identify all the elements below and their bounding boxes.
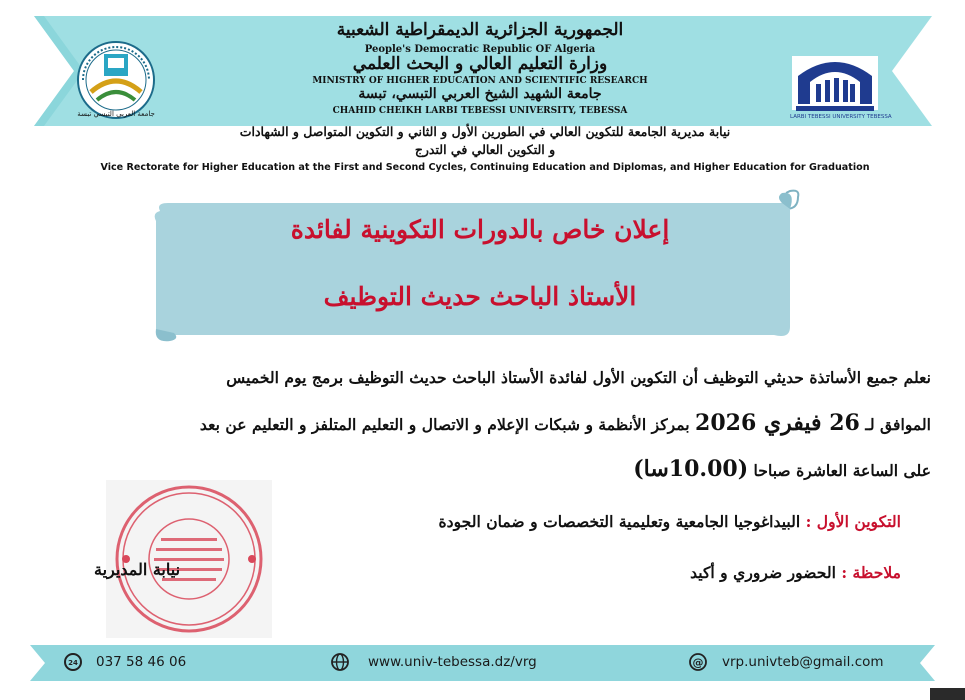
- announcement-title-line2: الأستاذ الباحث حديث التوظيف: [323, 282, 637, 311]
- body-line-2-start: الموافق لـ: [865, 415, 931, 434]
- signature-vice-directorate: نيابة المديرية: [94, 560, 181, 579]
- footer-website[interactable]: www.univ-tebessa.dz/vrg: [368, 654, 537, 670]
- note-label: ملاحظة :: [841, 563, 901, 582]
- vice-rectorate-en: Vice Rectorate for Higher Education at the First and Second Cycles, Continuing Education and Diplomas, and Higher Education for Graduation: [100, 162, 870, 173]
- svg-text:24: 24: [68, 659, 78, 667]
- vice-rectorate-ar-line1: نيابة مديرية الجامعة للتكوين العالي في الطورين الأول و الثاني و التكوين المتواصل و الشهادات: [239, 124, 731, 139]
- university-ar: جامعة الشهيد الشيخ العربي التبسي، تبسة: [358, 86, 602, 102]
- training-line: [438, 512, 901, 531]
- body-line-3-start: على الساعة العاشرة صباحا: [753, 461, 931, 480]
- university-logo-left: [73, 40, 159, 124]
- note-line: [690, 563, 901, 582]
- training-value: البيداغوجيا الجامعية وتعليمية التخصصات و ضمان الجودة: [438, 512, 801, 531]
- university-en: CHAHID CHEIKH LARBI TEBESSI UNIVERSITY, TEBESSA: [332, 106, 628, 116]
- globe-icon: [330, 652, 350, 672]
- footer-email[interactable]: vrp.univteb@gmail.com: [722, 654, 884, 670]
- svg-text:@: @: [692, 656, 704, 669]
- left-logo-caption: جامعة العربي التبسي تبسة: [77, 110, 155, 118]
- body-line-3: [633, 456, 931, 482]
- training-label: التكوين الأول :: [805, 512, 901, 531]
- republic-en: People's Democratic Republic OF Algeria: [364, 44, 596, 55]
- training-date: 26 فيفري 2026: [695, 410, 860, 436]
- announcement-title-line1: إعلان خاص بالدورات التكوينية لفائدة: [290, 215, 670, 244]
- body-line-1: نعلم جميع الأساتذة حديثي التوظيف أن التكوين الأول لفائدة الأستاذ الباحث حديث التوظيف برمج يوم الخميس: [226, 368, 931, 387]
- body-line-2-end: بمركز الأنظمة و شبكات الإعلام و الاتصال و التعليم المتلفز و التعليم عن بعد: [199, 415, 690, 434]
- corner-mark: [930, 688, 965, 700]
- right-logo-caption: LARBI TEBESSI UNIVERSITY TEBESSA: [790, 114, 892, 120]
- ministry-ar: وزارة التعليم العالي و البحث العلمي: [352, 54, 608, 74]
- ministry-en: MINISTRY OF HIGHER EDUCATION AND SCIENTIFIC RESEARCH: [312, 76, 648, 86]
- training-time: (10.00سا): [633, 456, 749, 482]
- footer-phone: 037 58 46 06: [96, 654, 187, 670]
- note-value: الحضور ضروري و أكيد: [690, 563, 836, 582]
- vice-rectorate-ar-line2: و التكوين العالي في التدرج: [414, 142, 556, 157]
- announcement-scroll: [150, 187, 800, 347]
- body-line-2: [200, 410, 931, 436]
- republic-ar: الجمهورية الجزائرية الديمقراطية الشعبية: [336, 20, 624, 40]
- email-icon: [688, 652, 708, 672]
- university-logo-right: [790, 54, 892, 124]
- official-stamp: [106, 480, 272, 638]
- phone-24-icon: [62, 652, 82, 672]
